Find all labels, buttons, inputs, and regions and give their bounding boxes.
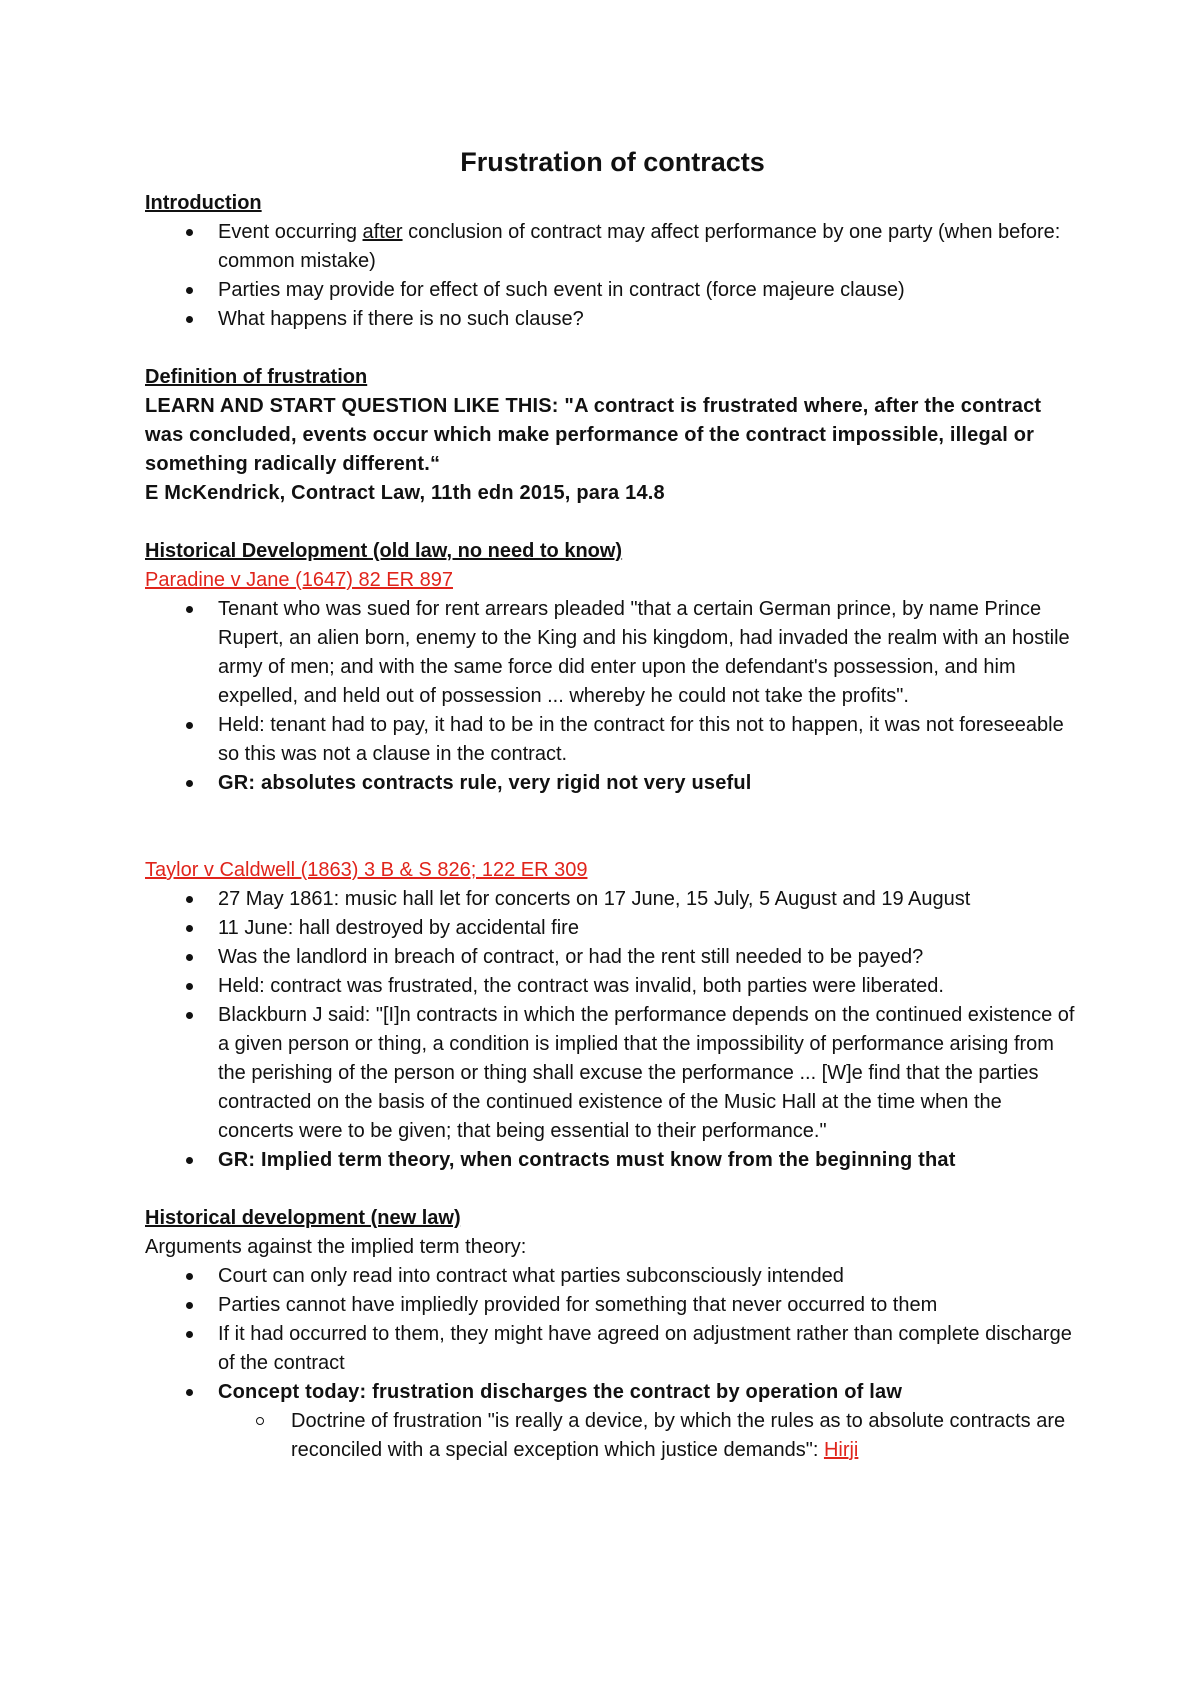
list-item: Held: contract was frustrated, the contract was invalid, both parties were liberated. [145,972,1080,1001]
list-item: Tenant who was sued for rent arrears pleaded "that a certain German prince, by name Prince Rupert, an alien born, enemy to the King and his kingdom, had invaded the realm with an hostile army of men; and with the same force did enter upon the defendant's possession, and him expelled, and held out of possession ... whereby he could not take the profits". [145,595,1080,711]
list-item: Parties cannot have impliedly provided for something that never occurred to them [145,1291,1080,1320]
spacer [145,334,1080,363]
list-item: Parties may provide for effect of such event in contract (force majeure clause) [145,276,1080,305]
case-link-hirji[interactable]: Hirji [823,1439,859,1461]
new-law-list [145,1262,1080,1407]
arguments-intro: Arguments against the implied term theory: [145,1236,527,1258]
list-item: 11 June: hall destroyed by accidental fire [145,914,1080,943]
sub-list-item: Doctrine of frustration "is really a device, by which the rules as to absolute contracts are reconciled with a special exception which justice demands": Hirji [145,1407,1080,1465]
definition-source: E McKendrick, Contract Law, 11th edn 2015, para 14.8 [145,482,665,504]
list-item: Concept today: frustration discharges the contract by operation of law [145,1378,1080,1407]
case-link-paradine[interactable]: Paradine v Jane (1647) 82 ER 897 [145,569,453,591]
list-item: Held: tenant had to pay, it had to be in the contract for this not to happen, it was not foreseeable so this was not a clause in the contract. [145,711,1080,769]
list-item: Blackburn J said: "[I]n contracts in which the performance depends on the continued existence of a given person or thing, a condition is implied that the impossibility of performance arising from the perishing of the person or thing shall excuse the performance ... [W]e find that the parties contracted on the basis of the continued existence of the Music Hall at the time when the concerts were to be given; that being essential to their performance." [145,1001,1080,1146]
spacer [145,1175,1080,1204]
list-item: GR: absolutes contracts rule, very rigid not very useful [145,769,1080,798]
list-item: Was the landlord in breach of contract, or had the rent still needed to be payed? [145,943,1080,972]
spacer [145,798,1080,856]
list-item: Court can only read into contract what parties subconsciously intended [145,1262,1080,1291]
section-heading-historical-old: Historical Development (old law, no need to know) [145,540,623,562]
spacer [145,508,1080,537]
taylor-list [145,885,1080,1175]
list-item: If it had occurred to them, they might have agreed on adjustment rather than complete discharge of the contract [145,1320,1080,1378]
intro-list [145,218,1080,334]
list-item: What happens if there is no such clause? [145,305,1080,334]
paradine-list [145,595,1080,798]
page-title: Frustration of contracts [460,147,765,177]
list-item: GR: Implied term theory, when contracts must know from the beginning that [145,1146,1080,1175]
list-item: 27 May 1861: music hall let for concerts on 17 June, 15 July, 5 August and 19 August [145,885,1080,914]
new-law-sublist [145,1407,1080,1465]
section-heading-historical-new: Historical development (new law) [145,1207,461,1229]
section-heading-definition: Definition of frustration [145,366,368,388]
section-heading-introduction: Introduction [145,192,262,214]
case-link-taylor[interactable]: Taylor v Caldwell (1863) 3 B & S 826; 122 ER 309 [145,859,588,881]
definition-quote: LEARN AND START QUESTION LIKE THIS: "A contract is frustrated where, after the contract was concluded, events occur which make performance of the contract impossible, illegal or something radically different.“ [145,395,1042,475]
list-item: Event occurring after conclusion of contract may affect performance by one party (when before: common mistake) [145,218,1080,276]
